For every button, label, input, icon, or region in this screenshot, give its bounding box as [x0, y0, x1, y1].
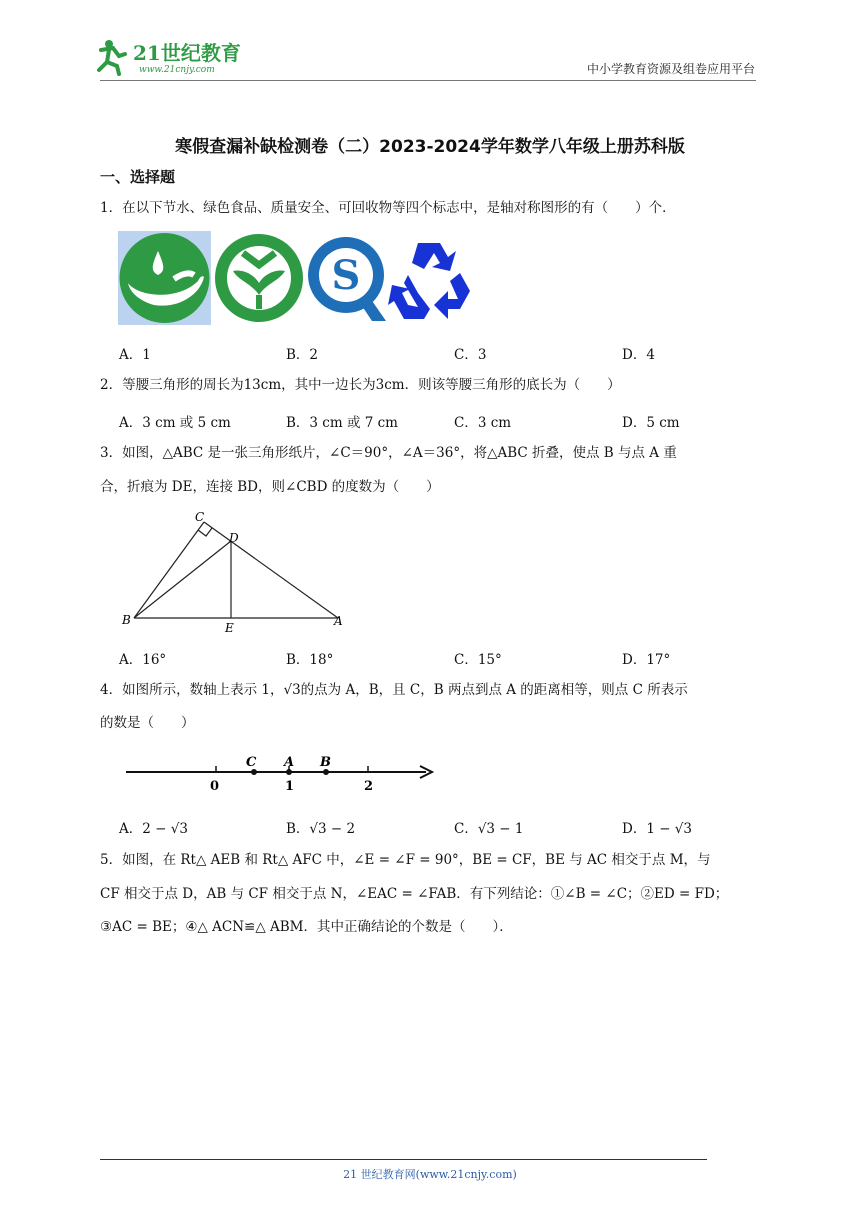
- label-a: A: [284, 755, 295, 770]
- right-angle-mark-c: [198, 528, 212, 536]
- label-c: C: [195, 510, 205, 524]
- q4-option-b: B．√3 − 2: [286, 821, 356, 837]
- q1-option-c: C．3: [454, 347, 487, 363]
- section-heading: 一、选择题: [100, 168, 176, 186]
- question-5-text-line3: ③AC = BE；④△ ACN≌△ ABM．其中正确结论的个数是（ ）．: [100, 919, 513, 935]
- question-1-figure: [118, 231, 484, 325]
- tick-label-0: 0: [210, 779, 220, 794]
- tick-label-2: 2: [364, 779, 374, 794]
- header-divider: [100, 80, 756, 81]
- question-3-text-line2: 合，折痕为 DE，连接 BD，则∠CBD 的度数为（ ）: [100, 479, 440, 495]
- question-2-text: 2．等腰三角形的周长为13cm，其中一边长为3cm．则该等腰三角形的底长为（ ）: [100, 377, 621, 393]
- label-d: D: [229, 531, 239, 545]
- label-c: C: [246, 755, 257, 770]
- q1-option-a: A．1: [119, 347, 151, 363]
- question-4-number-line: [120, 748, 440, 798]
- q3-option-a: A．16°: [119, 652, 167, 668]
- logo-text: 21世纪教育: [133, 41, 241, 65]
- water-saving-logo-icon: [118, 231, 211, 325]
- page-title: 寒假查漏补缺检测卷（二）2023-2024学年数学八年级上册苏科版: [175, 137, 685, 157]
- q3-option-b: B．18°: [286, 652, 334, 668]
- q1-option-d: D．4: [622, 347, 655, 363]
- label-b: B: [122, 613, 131, 627]
- q2-option-c: C．3 cm: [454, 415, 512, 431]
- question-1-text: 1．在以下节水、绿色食品、质量安全、可回收物等四个标志中，是轴对称图形的有（ ）个．: [100, 200, 676, 216]
- question-5-text-line2: CF 相交于点 D，AB 与 CF 相交于点 N，∠EAC = ∠FAB．有下列结论：①∠B = ∠C；②ED = FD；: [100, 886, 729, 902]
- question-5-text-line1: 5．如图，在 Rt△ AEB 和 Rt△ AFC 中，∠E = ∠F = 90°，BE = CF，BE 与 AC 相交于点 M，与: [100, 852, 711, 868]
- tick-label-1: 1: [285, 779, 295, 794]
- segment-ca: [204, 522, 338, 618]
- q1-option-b: B．2: [286, 347, 319, 363]
- q2-option-d: D．5 cm: [622, 415, 680, 431]
- header-right-text: 中小学教育资源及组卷应用平台: [586, 62, 755, 76]
- label-a: A: [334, 614, 343, 628]
- q4-option-d: D．1 − √3: [622, 821, 692, 837]
- runner-icon: [99, 40, 125, 74]
- q3-option-c: C．15°: [454, 652, 502, 668]
- q2-option-a: A．3 cm 或 5 cm: [119, 415, 231, 431]
- site-logo: [95, 36, 260, 78]
- svg-text:S: S: [331, 252, 361, 299]
- q3-option-d: D．17°: [622, 652, 671, 668]
- segment-bd: [134, 541, 231, 618]
- question-4-text-line2: 的数是（ ）: [100, 715, 195, 731]
- green-food-logo-icon: [215, 234, 303, 322]
- q4-option-a: A．2 − √3: [119, 821, 188, 837]
- label-b: B: [320, 755, 331, 770]
- recycle-logo-icon: [388, 243, 470, 319]
- quality-safety-logo-icon: [308, 237, 386, 321]
- question-3-text-line1: 3．如图，△ABC 是一张三角形纸片，∠C＝90°，∠A＝36°，将△ABC 折叠，使点 B 与点 A 重: [100, 445, 677, 461]
- q2-option-b: B．3 cm 或 7 cm: [286, 415, 398, 431]
- footer-divider: [100, 1159, 707, 1160]
- q4-option-c: C．√3 − 1: [454, 821, 524, 837]
- logo-url: www.21cnjy.com: [139, 65, 215, 75]
- footer-text[interactable]: 21 世纪教育网(www.21cnjy.com): [343, 1168, 517, 1181]
- segment-bc: [134, 522, 204, 618]
- label-e: E: [225, 621, 234, 635]
- question-3-figure: [118, 506, 350, 636]
- question-4-text-line1: 4．如图所示，数轴上表示 1，√3的点为 A，B，且 C，B 两点到点 A 的距离相等，则点 C 所表示: [100, 682, 688, 698]
